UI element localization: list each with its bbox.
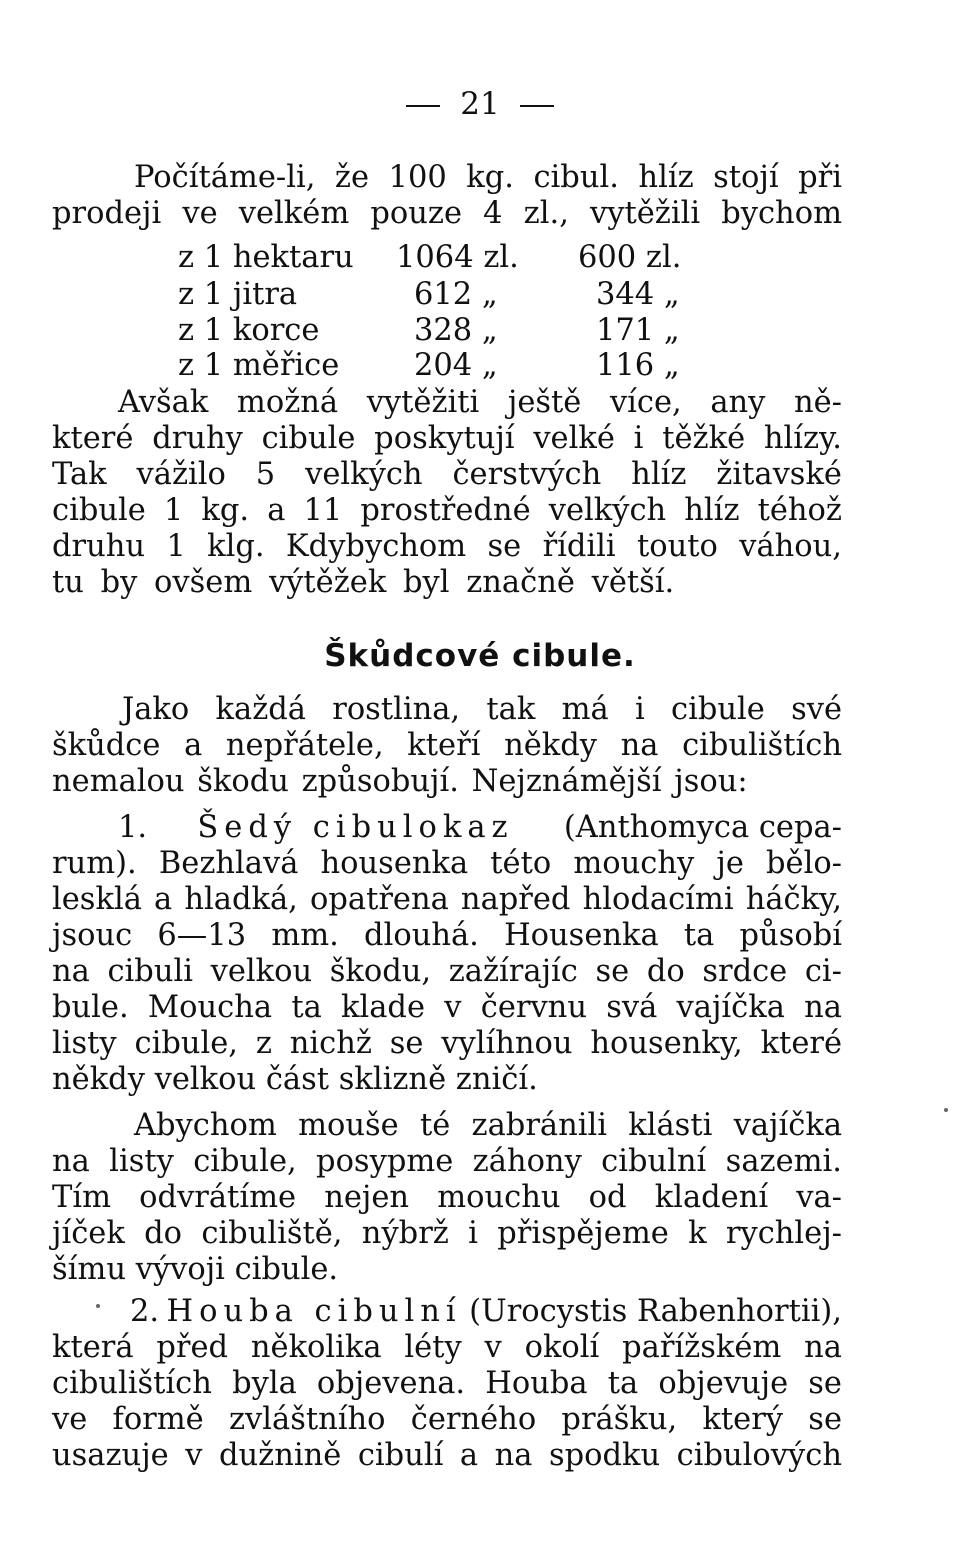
table-row-value-2: 171 „ <box>596 313 680 348</box>
item1-line: na cibuli velkou škodu, zažírajíc se do srdce ci- <box>52 954 842 989</box>
table-row-label: z 1 měřice <box>178 348 340 383</box>
item2-line: usazuje v dužnině cibulí a na spodku cibulových <box>52 1438 842 1473</box>
para3-line-1: Jako každá rostlina, tak má i cibule své <box>122 692 842 727</box>
table-row-value-1: 204 „ <box>414 348 498 383</box>
section-heading: Škůdcové cibule. <box>324 638 636 674</box>
para4-line-5: šímu vývoji cibule. <box>52 1252 339 1287</box>
page-number <box>0 86 960 122</box>
item1-name: Šedý cibulokaz <box>197 810 514 845</box>
para2-line-3: Tak vážilo 5 velkých čerstvých hlíz žitavské <box>52 457 842 492</box>
table-row <box>0 313 960 349</box>
para3-line-3: nemalou škodu způsobují. Nejznámější jsou: <box>52 764 748 799</box>
para4-line-3: Tím odvrátíme nejen mouchu od kladení va- <box>52 1180 842 1215</box>
item2-number: 2. <box>130 1294 160 1329</box>
table-row-value-1: 328 „ <box>414 313 498 348</box>
page-number-value: 21 <box>460 86 500 122</box>
item2-name: Houba cibulní <box>166 1294 462 1329</box>
table-row-value-2: 344 „ <box>596 277 680 312</box>
table-row-value-1: 1064 zl. <box>396 240 519 275</box>
table-row-label: z 1 hektaru <box>178 240 354 275</box>
item1-number: 1. <box>118 810 148 845</box>
item2-line: ve formě zvláštního černého prášku, který se <box>52 1402 842 1437</box>
item2-line: cibulištích byla objevena. Houba ta objevuje se <box>52 1366 842 1401</box>
item1-line: rum). Bezhlavá housenka této mouchy je bělo- <box>52 846 842 881</box>
item1-line: lesklá a hladká, opatřena napřed hlodacími háčky, <box>52 882 842 917</box>
page-number-dash-right <box>520 105 554 107</box>
para2-line-5: druhu 1 klg. Kdybychom se řídili touto váhou, <box>52 529 842 564</box>
table-row-value-2: 116 „ <box>596 348 680 383</box>
para3-line-2: škůdce a nepřátele, kteří někdy na cibulištích <box>52 728 842 763</box>
item1-first-line <box>118 810 842 846</box>
table-row <box>0 348 960 384</box>
item2-line: která před několika léty v okolí pařížském na <box>52 1330 842 1365</box>
para2-line-4: cibule 1 kg. a 11 prostředné velkých hlíz téhož <box>52 493 842 528</box>
para2-line-1: Avšak možná vytěžiti ještě více, any ně- <box>118 385 842 420</box>
table-row-value-1: 612 „ <box>414 277 498 312</box>
para2-line-6: tu by ovšem výtěžek byl značně větší. <box>52 565 675 600</box>
table-row <box>0 240 960 276</box>
page-number-dash-left <box>406 105 440 107</box>
para4-line-2: na listy cibule, posypme záhony cibulní sazemi. <box>52 1144 842 1179</box>
item1-line: někdy velkou část sklizně zničí. <box>52 1062 538 1097</box>
item1-latin: (Anthomyca cepa- <box>563 810 842 845</box>
para4-line-1: Abychom mouše té zabránili klásti vajíčka <box>134 1108 842 1143</box>
table-row-value-2: 600 zl. <box>578 240 682 275</box>
print-speck <box>944 1108 948 1112</box>
item1-line: jsouc 6—13 mm. dlouhá. Housenka ta působí <box>52 918 842 953</box>
item2-first-line <box>130 1294 842 1330</box>
para4-line-4: jíček do cibuliště, nýbrž i přispějeme k rychlej- <box>52 1216 842 1251</box>
item1-line: bule. Moucha ta klade v červnu svá vajíčka na <box>52 990 842 1025</box>
para1-line-1: Počítáme-li, že 100 kg. cibul. hlíz stojí při <box>134 160 842 195</box>
item2-latin: (Urocystis Rabenhortii), <box>469 1294 842 1329</box>
table-row-label: z 1 jitra <box>178 277 298 312</box>
para1-line-2: prodeji ve velkém pouze 4 zl., vytěžili bychom <box>52 196 842 231</box>
para2-line-2: které druhy cibule poskytují velké i těžké hlízy. <box>52 421 842 456</box>
table-row <box>0 277 960 313</box>
print-speck <box>96 1304 100 1308</box>
item1-line: listy cibule, z nichž se vylíhnou housenky, které <box>52 1026 842 1061</box>
table-row-label: z 1 korce <box>178 313 320 348</box>
